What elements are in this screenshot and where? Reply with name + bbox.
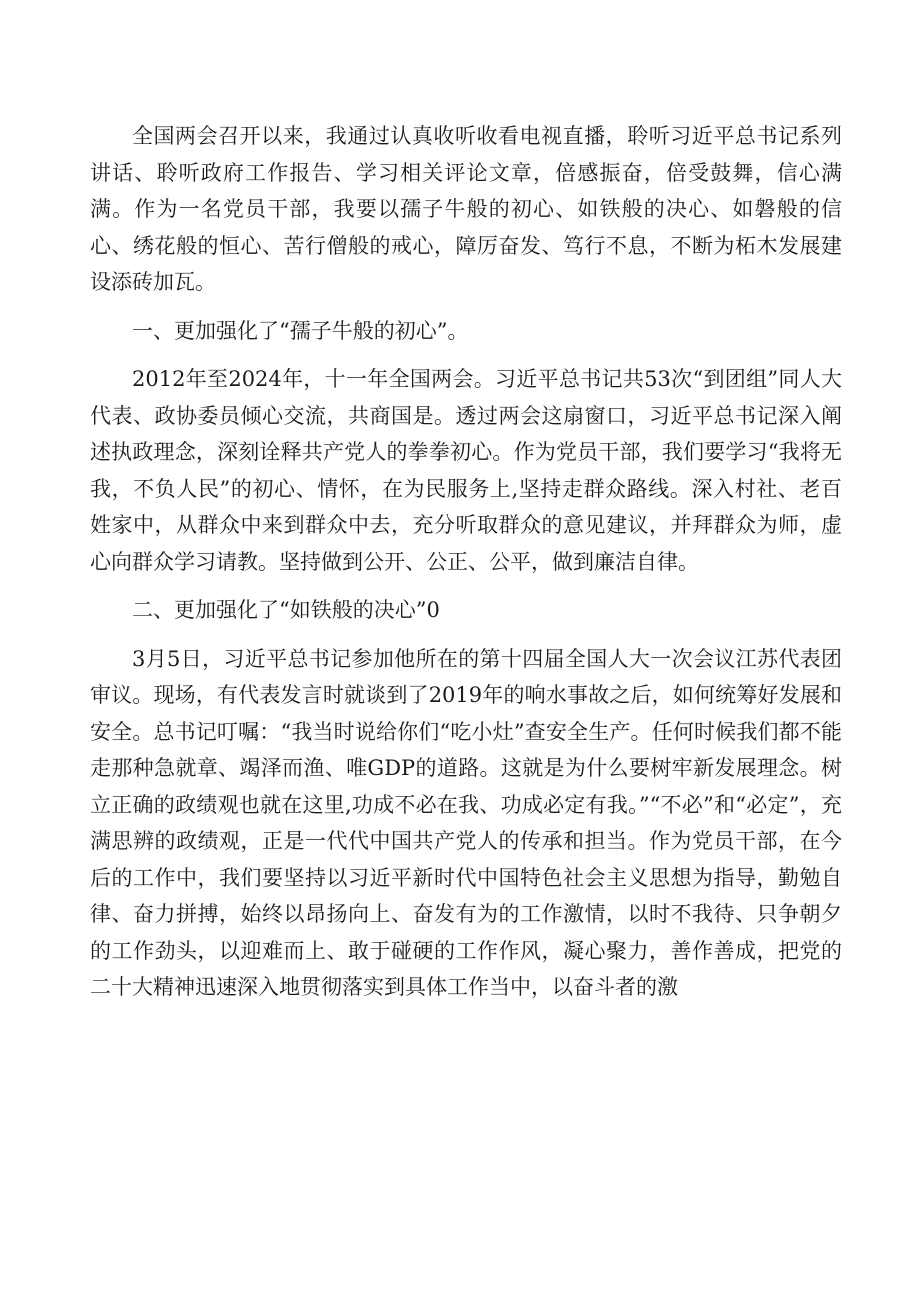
document-body — [90, 118, 842, 1006]
section-heading-1: 一、更加强化了“孺子牛般的初心”。 — [132, 318, 469, 343]
section-1-paragraph: 2012年至2024年，十一年全国两会。习近平总书记共53次“到团组”同人大代表、政协委员倾心交流，共商国是。透过两会这扇窗口，习近平总书记深入阐述执政理念，深刻诠释共产党人的拳拳初心。作为党员干部，我们要学习“我将无我，不负人民”的初心、情怀，在为民服务上,坚持走群众路线。深入村社、老百姓家中，从群众中来到群众中去，充分听取群众的意见建议，并拜群众为师，虚心向群众学习请教。坚持做到公开、公正、公平，做到廉洁自律。 — [90, 367, 842, 574]
section-heading-2: 二、更加强化了“如铁般的决心”0 — [132, 598, 440, 622]
section-2-paragraph: 3月5日，习近平总书记参加他所在的第十四届全国人大一次会议江苏代表团审议。现场，有代表发言时就谈到了2019年的响水事故之后，如何统筹好发展和安全。总书记叮嘱：“我当时说给你们“吃小灶”查安全生产。任何时候我们都不能走那种急就章、竭泽而渔、唯GDP的道路。这就是为什么要树牢新发展理念。树立正确的政绩观也就在这里,功成不必在我、功成必定有我。”“不必”和“必定”，充满思辨的政绩观，正是一代代中国共产党人的传承和担当。作为党员干部，在今后的工作中，我们要坚持以习近平新时代中国特色社会主义思想为指导，勤勉自律、奋力拼搏，始终以昂扬向上、奋发有为的工作激情，以时不我待、只争朝夕的工作劲头，以迎难而上、敢于碰硬的工作作风，凝心聚力，善作善成，把党的二十大精神迅速深入地贯彻落实到具体工作当中，以奋斗者的激 — [90, 646, 842, 999]
intro-paragraph: 全国两会召开以来，我通过认真收听收看电视直播，聆听习近平总书记系列讲话、聆听政府工作报告、学习相关评论文章，倍感振奋，倍受鼓舞，信心满满。作为一名党员干部，我要以孺子牛般的初心、如铁般的决心、如磐般的信心、绣花般的恒心、苦行僧般的戒心，障厉奋发、笃行不息，不断为柘木发展建设添砖加瓦。 — [90, 124, 842, 294]
